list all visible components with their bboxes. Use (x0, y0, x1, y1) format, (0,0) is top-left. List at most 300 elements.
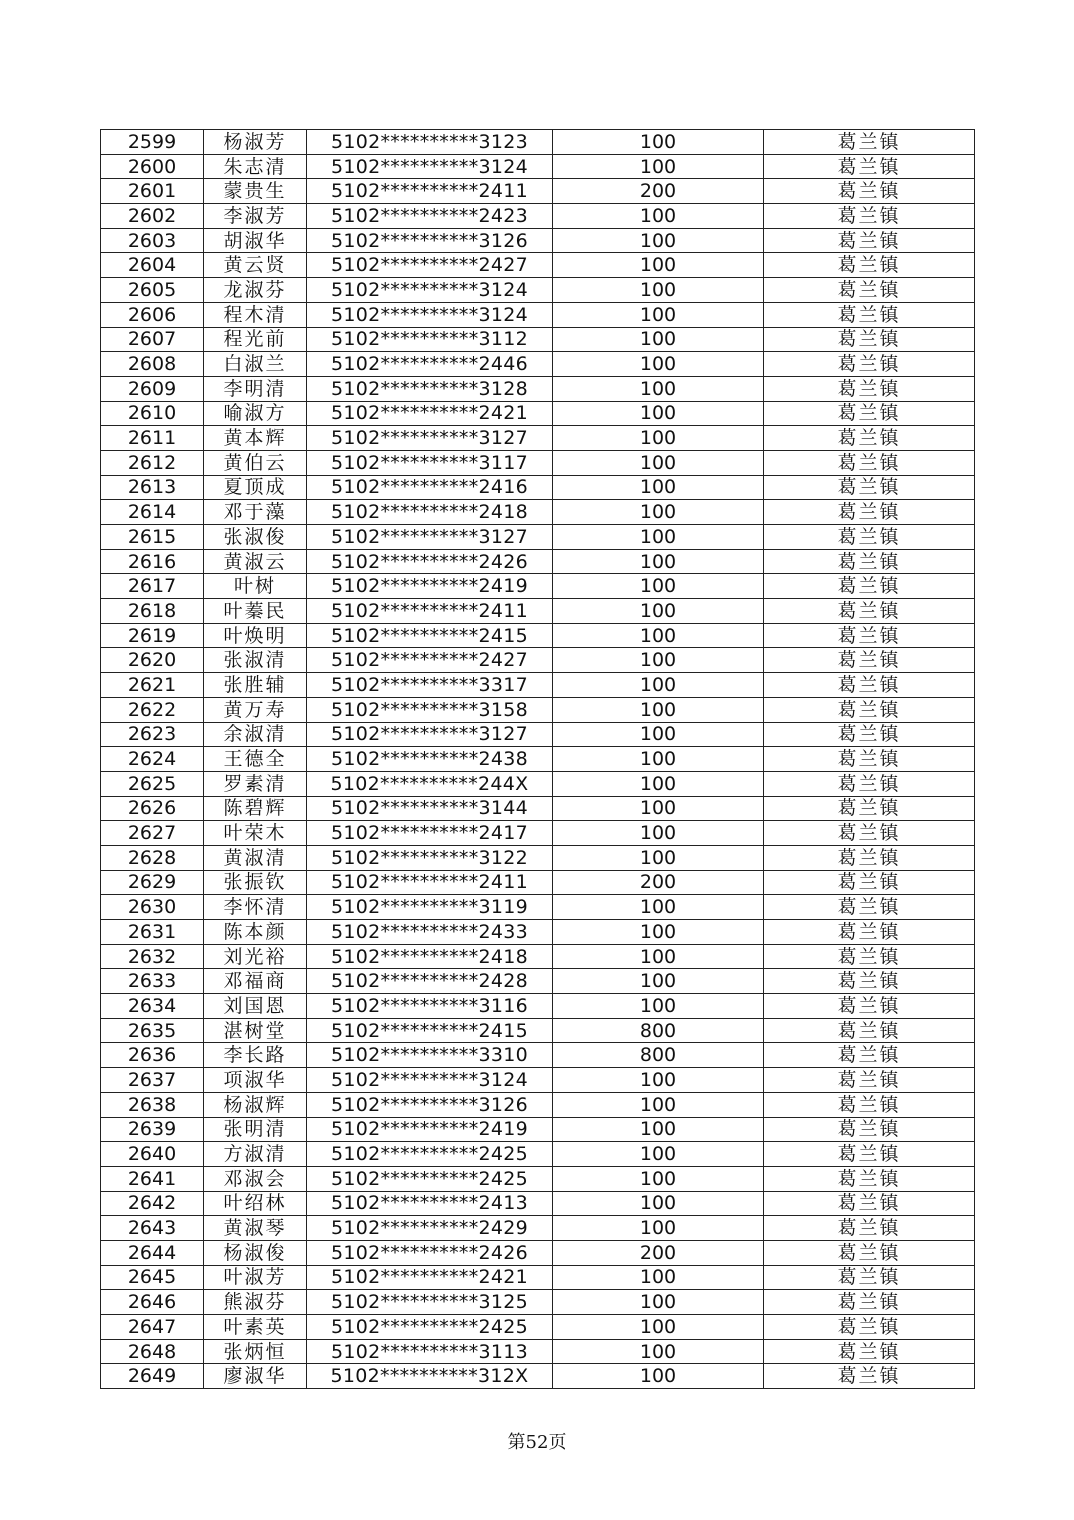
amount-cell: 100 (553, 376, 764, 401)
table-row (101, 796, 975, 821)
town-cell: 葛兰镇 (764, 376, 975, 401)
table-row (101, 821, 975, 846)
id-number-cell: 5102**********3158 (307, 697, 553, 722)
id-number-cell: 5102**********2418 (307, 944, 553, 969)
table-row (101, 1092, 975, 1117)
town-cell: 葛兰镇 (764, 673, 975, 698)
id-number-cell: 5102**********2423 (307, 204, 553, 229)
row-number-cell: 2618 (101, 599, 204, 624)
amount-cell: 100 (553, 845, 764, 870)
name-cell: 王德全 (204, 747, 307, 772)
amount-cell: 100 (553, 920, 764, 945)
amount-cell: 100 (553, 154, 764, 179)
town-cell: 葛兰镇 (764, 179, 975, 204)
amount-cell: 100 (553, 673, 764, 698)
amount-cell: 100 (553, 1290, 764, 1315)
town-cell: 葛兰镇 (764, 574, 975, 599)
row-number-cell: 2642 (101, 1191, 204, 1216)
amount-cell: 800 (553, 1018, 764, 1043)
table-row (101, 401, 975, 426)
row-number-cell: 2599 (101, 130, 204, 155)
row-number-cell: 2609 (101, 376, 204, 401)
table-row (101, 253, 975, 278)
name-cell: 廖淑华 (204, 1364, 307, 1389)
amount-cell: 100 (553, 821, 764, 846)
town-cell: 葛兰镇 (764, 1364, 975, 1389)
row-number-cell: 2639 (101, 1117, 204, 1142)
table-row (101, 1290, 975, 1315)
table-row (101, 623, 975, 648)
row-number-cell: 2602 (101, 204, 204, 229)
name-cell: 邓福商 (204, 969, 307, 994)
id-number-cell: 5102**********2427 (307, 648, 553, 673)
town-cell: 葛兰镇 (764, 1216, 975, 1241)
id-number-cell: 5102**********3127 (307, 426, 553, 451)
table-row (101, 747, 975, 772)
records-table (100, 129, 975, 1389)
amount-cell: 200 (553, 179, 764, 204)
row-number-cell: 2637 (101, 1068, 204, 1093)
town-cell: 葛兰镇 (764, 426, 975, 451)
table-row (101, 1315, 975, 1340)
row-number-cell: 2611 (101, 426, 204, 451)
name-cell: 喻淑方 (204, 401, 307, 426)
table-row (101, 1191, 975, 1216)
row-number-cell: 2632 (101, 944, 204, 969)
id-number-cell: 5102**********2413 (307, 1191, 553, 1216)
row-number-cell: 2647 (101, 1315, 204, 1340)
row-number-cell: 2610 (101, 401, 204, 426)
amount-cell: 100 (553, 648, 764, 673)
records-table-body (101, 130, 975, 1389)
table-row (101, 648, 975, 673)
row-number-cell: 2607 (101, 327, 204, 352)
name-cell: 叶绍林 (204, 1191, 307, 1216)
row-number-cell: 2644 (101, 1240, 204, 1265)
name-cell: 李明清 (204, 376, 307, 401)
row-number-cell: 2624 (101, 747, 204, 772)
table-row (101, 771, 975, 796)
amount-cell: 100 (553, 1339, 764, 1364)
town-cell: 葛兰镇 (764, 1142, 975, 1167)
name-cell: 叶焕明 (204, 623, 307, 648)
amount-cell: 100 (553, 1117, 764, 1142)
table-row (101, 1043, 975, 1068)
name-cell: 夏顶成 (204, 475, 307, 500)
amount-cell: 100 (553, 327, 764, 352)
amount-cell: 100 (553, 747, 764, 772)
town-cell: 葛兰镇 (764, 278, 975, 303)
id-number-cell: 5102**********2415 (307, 623, 553, 648)
amount-cell: 100 (553, 895, 764, 920)
row-number-cell: 2649 (101, 1364, 204, 1389)
row-number-cell: 2646 (101, 1290, 204, 1315)
town-cell: 葛兰镇 (764, 747, 975, 772)
town-cell: 葛兰镇 (764, 1068, 975, 1093)
id-number-cell: 5102**********3144 (307, 796, 553, 821)
town-cell: 葛兰镇 (764, 994, 975, 1019)
row-number-cell: 2617 (101, 574, 204, 599)
name-cell: 张明清 (204, 1117, 307, 1142)
id-number-cell: 5102**********2425 (307, 1166, 553, 1191)
town-cell: 葛兰镇 (764, 599, 975, 624)
row-number-cell: 2608 (101, 352, 204, 377)
town-cell: 葛兰镇 (764, 796, 975, 821)
id-number-cell: 5102**********3128 (307, 376, 553, 401)
id-number-cell: 5102**********2418 (307, 500, 553, 525)
row-number-cell: 2606 (101, 302, 204, 327)
amount-cell: 100 (553, 1364, 764, 1389)
id-number-cell: 5102**********2425 (307, 1142, 553, 1167)
amount-cell: 100 (553, 1265, 764, 1290)
table-row (101, 278, 975, 303)
name-cell: 刘国恩 (204, 994, 307, 1019)
town-cell: 葛兰镇 (764, 771, 975, 796)
id-number-cell: 5102**********3127 (307, 722, 553, 747)
town-cell: 葛兰镇 (764, 204, 975, 229)
id-number-cell: 5102**********2429 (307, 1216, 553, 1241)
row-number-cell: 2627 (101, 821, 204, 846)
town-cell: 葛兰镇 (764, 500, 975, 525)
table-row (101, 1216, 975, 1241)
id-number-cell: 5102**********312X (307, 1364, 553, 1389)
amount-cell: 800 (553, 1043, 764, 1068)
town-cell: 葛兰镇 (764, 722, 975, 747)
id-number-cell: 5102**********2416 (307, 475, 553, 500)
town-cell: 葛兰镇 (764, 1092, 975, 1117)
name-cell: 湛树堂 (204, 1018, 307, 1043)
row-number-cell: 2640 (101, 1142, 204, 1167)
town-cell: 葛兰镇 (764, 920, 975, 945)
town-cell: 葛兰镇 (764, 228, 975, 253)
row-number-cell: 2648 (101, 1339, 204, 1364)
row-number-cell: 2616 (101, 549, 204, 574)
row-number-cell: 2612 (101, 450, 204, 475)
page-number: 第52页 (507, 1432, 567, 1453)
name-cell: 朱志清 (204, 154, 307, 179)
town-cell: 葛兰镇 (764, 944, 975, 969)
id-number-cell: 5102**********3126 (307, 228, 553, 253)
id-number-cell: 5102**********2428 (307, 969, 553, 994)
table-row (101, 352, 975, 377)
row-number-cell: 2629 (101, 870, 204, 895)
row-number-cell: 2625 (101, 771, 204, 796)
name-cell: 程木清 (204, 302, 307, 327)
name-cell: 胡淑华 (204, 228, 307, 253)
name-cell: 白淑兰 (204, 352, 307, 377)
name-cell: 龙淑芬 (204, 278, 307, 303)
table-row (101, 1364, 975, 1389)
amount-cell: 100 (553, 253, 764, 278)
id-number-cell: 5102**********2425 (307, 1315, 553, 1340)
id-number-cell: 5102**********3124 (307, 278, 553, 303)
table-row (101, 1018, 975, 1043)
town-cell: 葛兰镇 (764, 1191, 975, 1216)
row-number-cell: 2603 (101, 228, 204, 253)
id-number-cell: 5102**********2446 (307, 352, 553, 377)
amount-cell: 100 (553, 1166, 764, 1191)
town-cell: 葛兰镇 (764, 1166, 975, 1191)
table-row (101, 327, 975, 352)
row-number-cell: 2626 (101, 796, 204, 821)
name-cell: 李怀清 (204, 895, 307, 920)
row-number-cell: 2631 (101, 920, 204, 945)
name-cell: 程光前 (204, 327, 307, 352)
town-cell: 葛兰镇 (764, 845, 975, 870)
amount-cell: 100 (553, 623, 764, 648)
row-number-cell: 2604 (101, 253, 204, 278)
town-cell: 葛兰镇 (764, 475, 975, 500)
table-row (101, 1339, 975, 1364)
id-number-cell: 5102**********2415 (307, 1018, 553, 1043)
amount-cell: 100 (553, 1216, 764, 1241)
town-cell: 葛兰镇 (764, 870, 975, 895)
name-cell: 项淑华 (204, 1068, 307, 1093)
id-number-cell: 5102**********2411 (307, 599, 553, 624)
town-cell: 葛兰镇 (764, 352, 975, 377)
name-cell: 蒙贵生 (204, 179, 307, 204)
row-number-cell: 2623 (101, 722, 204, 747)
table-row (101, 130, 975, 155)
name-cell: 黄淑云 (204, 549, 307, 574)
town-cell: 葛兰镇 (764, 1018, 975, 1043)
row-number-cell: 2643 (101, 1216, 204, 1241)
name-cell: 杨淑辉 (204, 1092, 307, 1117)
row-number-cell: 2628 (101, 845, 204, 870)
town-cell: 葛兰镇 (764, 253, 975, 278)
amount-cell: 100 (553, 1315, 764, 1340)
town-cell: 葛兰镇 (764, 154, 975, 179)
table-row (101, 1142, 975, 1167)
id-number-cell: 5102**********3113 (307, 1339, 553, 1364)
row-number-cell: 2619 (101, 623, 204, 648)
name-cell: 余淑清 (204, 722, 307, 747)
amount-cell: 100 (553, 1092, 764, 1117)
name-cell: 黄万寿 (204, 697, 307, 722)
id-number-cell: 5102**********3127 (307, 525, 553, 550)
table-row (101, 920, 975, 945)
amount-cell: 100 (553, 549, 764, 574)
town-cell: 葛兰镇 (764, 1339, 975, 1364)
table-row (101, 1117, 975, 1142)
name-cell: 邓于藻 (204, 500, 307, 525)
town-cell: 葛兰镇 (764, 1265, 975, 1290)
name-cell: 张胜辅 (204, 673, 307, 698)
row-number-cell: 2630 (101, 895, 204, 920)
id-number-cell: 5102**********2417 (307, 821, 553, 846)
table-row (101, 599, 975, 624)
town-cell: 葛兰镇 (764, 969, 975, 994)
name-cell: 黄淑清 (204, 845, 307, 870)
amount-cell: 100 (553, 722, 764, 747)
id-number-cell: 5102**********2426 (307, 1240, 553, 1265)
name-cell: 黄云贤 (204, 253, 307, 278)
row-number-cell: 2621 (101, 673, 204, 698)
table-row (101, 722, 975, 747)
name-cell: 叶淑芳 (204, 1265, 307, 1290)
amount-cell: 100 (553, 697, 764, 722)
name-cell: 陈本颜 (204, 920, 307, 945)
name-cell: 李长路 (204, 1043, 307, 1068)
amount-cell: 100 (553, 401, 764, 426)
table-row (101, 376, 975, 401)
name-cell: 李淑芳 (204, 204, 307, 229)
table-row (101, 673, 975, 698)
row-number-cell: 2613 (101, 475, 204, 500)
table-row (101, 870, 975, 895)
row-number-cell: 2633 (101, 969, 204, 994)
table-row (101, 475, 975, 500)
amount-cell: 100 (553, 130, 764, 155)
table-row (101, 1068, 975, 1093)
table-row (101, 426, 975, 451)
name-cell: 方淑清 (204, 1142, 307, 1167)
town-cell: 葛兰镇 (764, 1290, 975, 1315)
table-row (101, 994, 975, 1019)
town-cell: 葛兰镇 (764, 895, 975, 920)
table-row (101, 154, 975, 179)
amount-cell: 100 (553, 500, 764, 525)
town-cell: 葛兰镇 (764, 1043, 975, 1068)
town-cell: 葛兰镇 (764, 1240, 975, 1265)
row-number-cell: 2645 (101, 1265, 204, 1290)
row-number-cell: 2641 (101, 1166, 204, 1191)
name-cell: 张振钦 (204, 870, 307, 895)
amount-cell: 100 (553, 796, 764, 821)
amount-cell: 200 (553, 1240, 764, 1265)
town-cell: 葛兰镇 (764, 623, 975, 648)
id-number-cell: 5102**********2426 (307, 549, 553, 574)
town-cell: 葛兰镇 (764, 697, 975, 722)
table-row (101, 549, 975, 574)
amount-cell: 100 (553, 204, 764, 229)
row-number-cell: 2615 (101, 525, 204, 550)
town-cell: 葛兰镇 (764, 450, 975, 475)
town-cell: 葛兰镇 (764, 1315, 975, 1340)
amount-cell: 100 (553, 302, 764, 327)
amount-cell: 100 (553, 450, 764, 475)
amount-cell: 100 (553, 426, 764, 451)
row-number-cell: 2634 (101, 994, 204, 1019)
amount-cell: 100 (553, 525, 764, 550)
table-row (101, 1240, 975, 1265)
id-number-cell: 5102**********2421 (307, 1265, 553, 1290)
amount-cell: 100 (553, 352, 764, 377)
amount-cell: 100 (553, 1142, 764, 1167)
id-number-cell: 5102**********3116 (307, 994, 553, 1019)
id-number-cell: 5102**********3310 (307, 1043, 553, 1068)
amount-cell: 100 (553, 1191, 764, 1216)
amount-cell: 100 (553, 574, 764, 599)
row-number-cell: 2620 (101, 648, 204, 673)
table-row (101, 204, 975, 229)
id-number-cell: 5102**********244X (307, 771, 553, 796)
id-number-cell: 5102**********3124 (307, 154, 553, 179)
amount-cell: 100 (553, 599, 764, 624)
id-number-cell: 5102**********3112 (307, 327, 553, 352)
table-row (101, 525, 975, 550)
table-row (101, 574, 975, 599)
row-number-cell: 2605 (101, 278, 204, 303)
id-number-cell: 5102**********2411 (307, 870, 553, 895)
name-cell: 黄淑琴 (204, 1216, 307, 1241)
table-row (101, 1265, 975, 1290)
name-cell: 张淑清 (204, 648, 307, 673)
row-number-cell: 2601 (101, 179, 204, 204)
table-row (101, 500, 975, 525)
table-row (101, 228, 975, 253)
name-cell: 叶蓁民 (204, 599, 307, 624)
id-number-cell: 5102**********3124 (307, 302, 553, 327)
town-cell: 葛兰镇 (764, 401, 975, 426)
row-number-cell: 2638 (101, 1092, 204, 1117)
table-row (101, 1166, 975, 1191)
name-cell: 陈碧辉 (204, 796, 307, 821)
name-cell: 叶荣木 (204, 821, 307, 846)
town-cell: 葛兰镇 (764, 327, 975, 352)
id-number-cell: 5102**********3119 (307, 895, 553, 920)
id-number-cell: 5102**********2421 (307, 401, 553, 426)
name-cell: 杨淑芳 (204, 130, 307, 155)
town-cell: 葛兰镇 (764, 130, 975, 155)
id-number-cell: 5102**********3126 (307, 1092, 553, 1117)
id-number-cell: 5102**********3317 (307, 673, 553, 698)
amount-cell: 100 (553, 475, 764, 500)
amount-cell: 100 (553, 228, 764, 253)
row-number-cell: 2635 (101, 1018, 204, 1043)
town-cell: 葛兰镇 (764, 1117, 975, 1142)
name-cell: 杨淑俊 (204, 1240, 307, 1265)
id-number-cell: 5102**********3124 (307, 1068, 553, 1093)
town-cell: 葛兰镇 (764, 525, 975, 550)
town-cell: 葛兰镇 (764, 549, 975, 574)
table-row (101, 179, 975, 204)
id-number-cell: 5102**********2433 (307, 920, 553, 945)
name-cell: 罗素清 (204, 771, 307, 796)
name-cell: 张淑俊 (204, 525, 307, 550)
id-number-cell: 5102**********2411 (307, 179, 553, 204)
amount-cell: 100 (553, 994, 764, 1019)
table-row (101, 302, 975, 327)
row-number-cell: 2600 (101, 154, 204, 179)
town-cell: 葛兰镇 (764, 648, 975, 673)
town-cell: 葛兰镇 (764, 821, 975, 846)
id-number-cell: 5102**********3123 (307, 130, 553, 155)
name-cell: 熊淑芬 (204, 1290, 307, 1315)
amount-cell: 100 (553, 278, 764, 303)
name-cell: 邓淑会 (204, 1166, 307, 1191)
amount-cell: 100 (553, 969, 764, 994)
amount-cell: 100 (553, 944, 764, 969)
amount-cell: 100 (553, 771, 764, 796)
id-number-cell: 5102**********2438 (307, 747, 553, 772)
name-cell: 叶树 (204, 574, 307, 599)
id-number-cell: 5102**********3117 (307, 450, 553, 475)
row-number-cell: 2636 (101, 1043, 204, 1068)
name-cell: 张炳恒 (204, 1339, 307, 1364)
id-number-cell: 5102**********2419 (307, 1117, 553, 1142)
id-number-cell: 5102**********3125 (307, 1290, 553, 1315)
amount-cell: 100 (553, 1068, 764, 1093)
row-number-cell: 2614 (101, 500, 204, 525)
table-row (101, 895, 975, 920)
name-cell: 叶素英 (204, 1315, 307, 1340)
name-cell: 黄伯云 (204, 450, 307, 475)
town-cell: 葛兰镇 (764, 302, 975, 327)
name-cell: 刘光裕 (204, 944, 307, 969)
table-row (101, 944, 975, 969)
table-row (101, 450, 975, 475)
